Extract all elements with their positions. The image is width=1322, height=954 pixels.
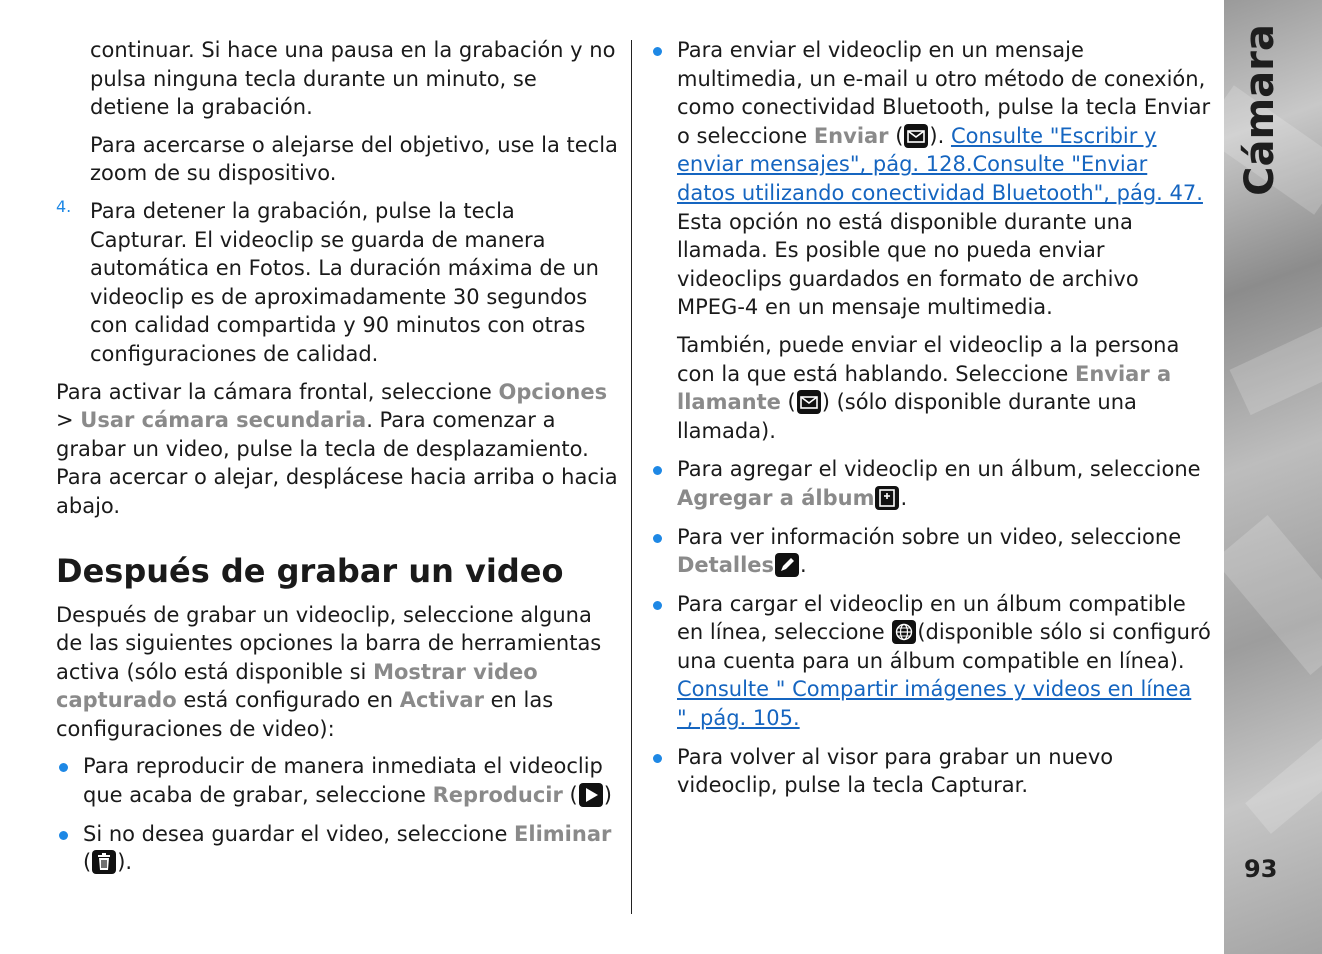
chapter-title: Cámara bbox=[1237, 24, 1283, 196]
paragraph-continue-recording: continuar. Si hace una pausa en la grabación y no pulsa ninguna tecla durante un minuto, se detiene la grabación. bbox=[90, 38, 616, 120]
ui-term-usar-camara: Usar cámara secundaria bbox=[80, 408, 367, 433]
column-divider bbox=[631, 40, 632, 914]
list-item-play: Para reproducir de manera inmediata el videoclip que acaba de grabar, seleccione Reproducir ( ) bbox=[56, 752, 618, 809]
ui-term-agregar-album: Agregar a álbum bbox=[677, 485, 875, 510]
section-heading: Después de grabar un video bbox=[56, 551, 564, 590]
bullet-dot bbox=[59, 831, 68, 840]
ui-term-enviar-a-llamante: Enviar a llamante bbox=[677, 361, 1172, 415]
list-item-delete: Si no desea guardar el video, seleccione Eliminar ( ). bbox=[56, 820, 618, 877]
left-column bbox=[56, 36, 618, 887]
list-item-upload: Para cargar el videoclip en un álbum compatible en línea, seleccione (disponible sólo si configuró una cuenta para un álbum compatible en línea). Consulte " Compartir imágenes y videos en línea ", pág. 105. bbox=[650, 590, 1212, 733]
link-consulte-mensajes-bluetooth[interactable]: Consulte "Escribir y enviar mensajes", pág. 128.Consulte "Enviar datos utilizando conectividad Bluetooth", pág. 47. bbox=[677, 123, 1203, 205]
edit-icon bbox=[775, 553, 799, 577]
paragraph-front-camera: Para activar la cámara frontal, seleccione Opciones > Usar cámara secundaria. Para comenzar a grabar un video, pulse la tecla de desplazamiento. Para acercar o alejar, desplácese hacia arriba o hacia abajo. bbox=[56, 379, 618, 518]
list-item-viewfinder: Para volver al visor para grabar un nuevo videoclip, pulse la tecla Capturar. bbox=[650, 743, 1212, 800]
album-add-icon bbox=[875, 486, 899, 510]
step-4-text: Para detener la grabación, pulse la tecla Capturar. El videoclip se guarda de manera automática en Fotos. La duración máxima de un videoclip es de aproximadamente 30 segundos con calidad compartida y 90 minutos con otras configuraciones de calidad. bbox=[90, 198, 599, 366]
paragraph-zoom: Para acercarse o alejarse del objetivo, use la tecla zoom de su dispositivo. bbox=[90, 132, 618, 186]
list-item-add-album: Para agregar el videoclip en un álbum, seleccione Agregar a álbum . bbox=[650, 455, 1212, 512]
play-icon bbox=[579, 783, 603, 807]
bullet-dot bbox=[653, 466, 662, 475]
ui-term-activar: Activar bbox=[399, 688, 484, 713]
bullet-dot bbox=[59, 763, 68, 772]
bullet-dot bbox=[653, 534, 662, 543]
bullet-dot bbox=[653, 47, 662, 56]
ui-term-detalles: Detalles bbox=[677, 553, 775, 578]
right-column bbox=[650, 36, 1212, 810]
list-item-details: Para ver información sobre un video, seleccione Detalles . bbox=[650, 523, 1212, 580]
bullet-dot bbox=[653, 754, 662, 763]
envelope-icon bbox=[904, 124, 928, 148]
link-consulte-compartir[interactable]: Consulte " Compartir imágenes y videos en línea ", pág. 105. bbox=[677, 677, 1192, 731]
page-number: 93 bbox=[1244, 855, 1278, 883]
ui-term-eliminar: Eliminar bbox=[514, 821, 612, 846]
step-number: 4. bbox=[56, 196, 72, 216]
ui-term-reproducir: Reproducir bbox=[432, 783, 563, 808]
ui-term-mostrar-video: Mostrar video capturado bbox=[56, 659, 538, 713]
ui-term-enviar: Enviar bbox=[813, 123, 889, 148]
globe-icon bbox=[892, 620, 916, 644]
ui-term-opciones: Opciones bbox=[498, 379, 608, 404]
paragraph-after-recording: Después de grabar un videoclip, seleccione alguna de las siguientes opciones la barra de herramientas activa (sólo está disponible si Mostrar video capturado está configurado en Activar en las configuraciones de video): bbox=[56, 602, 602, 741]
list-item-send: Para enviar el videoclip en un mensaje multimedia, un e-mail u otro método de conexión, como conectividad Bluetooth, pulse la tecla Enviar o seleccione Enviar ( ). Consulte "Escribir y enviar mensajes", pág. 128.Consulte "Enviar datos utilizando conectividad Bluetooth", pág. 47. Esta opción no está disponible durante una llamada. Es posible que no pueda enviar videoclips guardados en formato de archivo MPEG-4 en un mensaje multimedia. También, puede enviar el videoclip a la persona con la que está hablando. Seleccione Enviar a llamante ( ) (sólo disponible durante una llamada). bbox=[650, 36, 1212, 445]
step-4 bbox=[56, 197, 618, 369]
envelope-icon bbox=[797, 390, 821, 414]
bullet-dot bbox=[653, 601, 662, 610]
paragraph-send-to-caller: También, puede enviar el videoclip a la persona con la que está hablando. Seleccione Enviar a llamante ( ) (sólo disponible durante una llamada). bbox=[677, 332, 1180, 443]
trash-icon bbox=[92, 850, 116, 874]
